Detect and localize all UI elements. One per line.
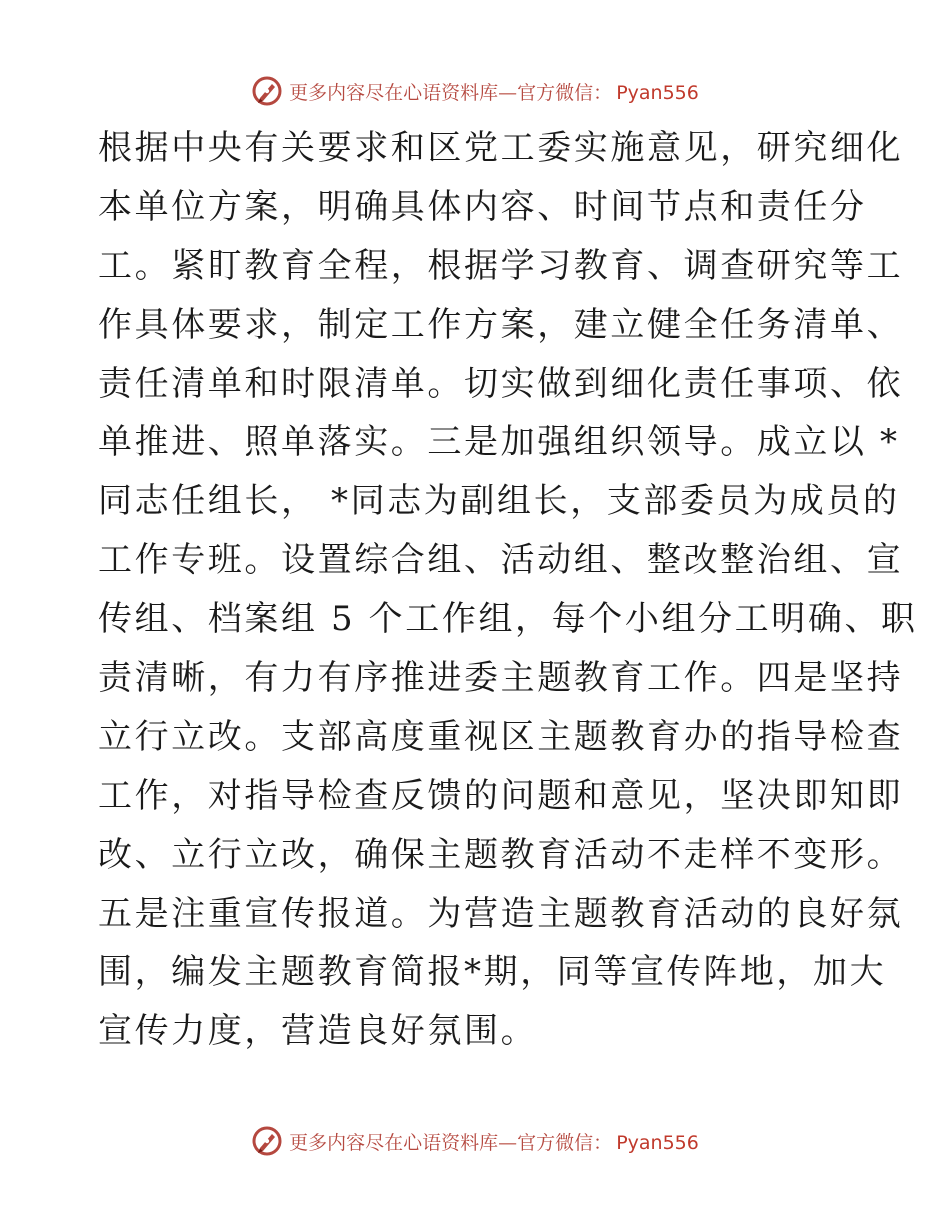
watermark-wechat-id: Pyan556 <box>616 1131 699 1154</box>
text-line: 宣传力度，营造良好氛围。 <box>98 1011 538 1052</box>
watermark-wechat-id: Pyan556 <box>616 81 699 104</box>
watermark-separator: — <box>498 1131 518 1154</box>
watermark-text <box>289 78 699 105</box>
text-line: 工作，对指导检查反馈的问题和意见，坚决即知即 <box>98 775 904 816</box>
text-line: 同志任组长， *同志为副组长，支部委员为成员的 <box>98 481 900 522</box>
text-line: 五是注重宣传报道。为营造主题教育活动的良好氛 <box>98 893 904 934</box>
text-line: 本单位方案，明确具体内容、时间节点和责任分 <box>98 186 867 227</box>
watermark-wechat-label: 官方微信： <box>517 1131 613 1154</box>
text-line: 作具体要求，制定工作方案，建立健全任务清单、 <box>98 304 904 345</box>
pen-logo-icon <box>251 1125 283 1157</box>
text-line: 工。紧盯教育全程，根据学习教育、调查研究等工 <box>98 245 904 286</box>
text-line: 立行立改。支部高度重视区主题教育办的指导检查 <box>98 716 904 757</box>
footer-watermark <box>0 1121 950 1161</box>
watermark-brand: 更多内容尽在心语资料库 <box>289 81 499 104</box>
text-line: 工作专班。设置综合组、活动组、整改整治组、宣 <box>98 540 904 581</box>
watermark-wechat-label: 官方微信： <box>517 81 613 104</box>
text-line: 责任清单和时限清单。切实做到细化责任事项、依 <box>98 363 904 404</box>
text-line: 责清晰，有力有序推进委主题教育工作。四是坚持 <box>98 658 904 699</box>
text-line: 根据中央有关要求和区党工委实施意见，研究细化 <box>98 128 904 168</box>
text-line: 改、立行立改，确保主题教育活动不走样不变形。 <box>98 834 904 875</box>
text-line: 传组、档案组 5 个工作组，每个小组分工明确、职 <box>98 599 918 640</box>
header-watermark <box>0 71 950 111</box>
watermark-brand: 更多内容尽在心语资料库 <box>289 1131 499 1154</box>
watermark-separator: — <box>498 81 518 104</box>
pen-logo-icon <box>251 75 283 107</box>
text-line: 单推进、照单落实。三是加强组织领导。成立以 * <box>98 422 900 463</box>
text-line: 围，编发主题教育简报*期，同等宣传阵地，加大 <box>98 952 887 993</box>
document-body <box>98 119 918 1061</box>
watermark-text <box>289 1128 699 1155</box>
